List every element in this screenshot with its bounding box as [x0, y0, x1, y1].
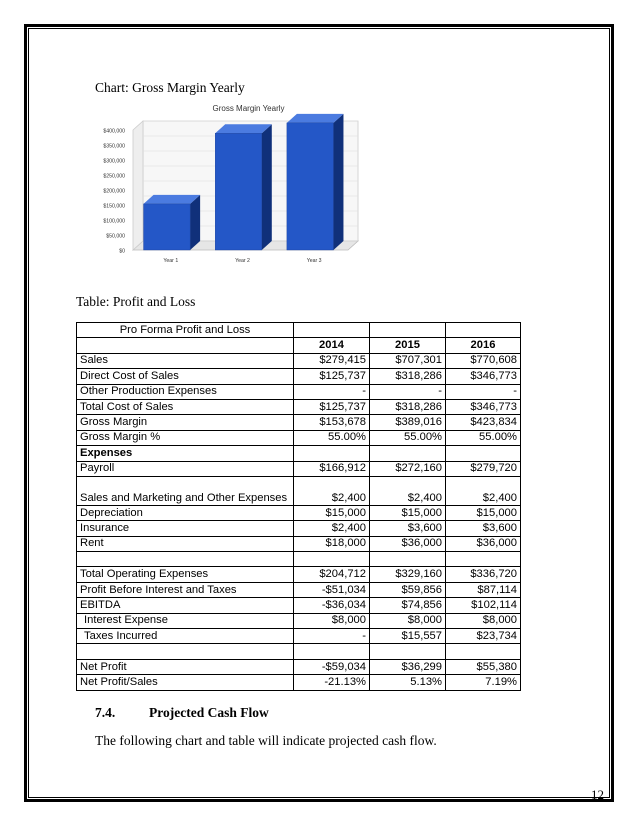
row-label: Insurance	[77, 521, 294, 536]
row-value: $279,720	[446, 461, 521, 476]
table-row	[77, 644, 521, 659]
row-value: $8,000	[370, 613, 446, 628]
table-row	[77, 659, 521, 674]
table-row	[77, 415, 521, 430]
profit-loss-table	[76, 322, 521, 691]
row-value: -$59,034	[294, 659, 370, 674]
row-label: Net Profit	[77, 659, 294, 674]
row-value: $15,557	[370, 629, 446, 644]
section-title: Projected Cash Flow	[149, 705, 269, 720]
row-value: $770,608	[446, 353, 521, 368]
row-value: $36,299	[370, 659, 446, 674]
row-value	[294, 644, 370, 659]
table-row	[77, 353, 521, 368]
y-tick-label: $100,000	[103, 218, 125, 225]
row-label: Gross Margin %	[77, 430, 294, 445]
row-label: Other Production Expenses	[77, 384, 294, 399]
row-value	[370, 644, 446, 659]
y-tick-label: $300,000	[103, 158, 125, 165]
row-value: $3,600	[446, 521, 521, 536]
row-value: $18,000	[294, 536, 370, 551]
row-value: 7.19%	[446, 675, 521, 690]
row-value: $36,000	[370, 536, 446, 551]
row-label	[77, 552, 294, 567]
row-label: Taxes Incurred	[77, 629, 294, 644]
year-header: 2015	[370, 338, 446, 353]
bar-side	[333, 114, 343, 250]
row-value: 55.00%	[446, 430, 521, 445]
row-value	[370, 446, 446, 461]
table-row	[77, 521, 521, 536]
table-row	[77, 552, 521, 567]
bar	[215, 133, 262, 250]
bar	[287, 123, 334, 250]
row-label: Expenses	[77, 446, 294, 461]
row-value: $8,000	[294, 613, 370, 628]
row-label: Interest Expense	[77, 613, 294, 628]
row-value: -$51,034	[294, 582, 370, 597]
row-label: Total Cost of Sales	[77, 399, 294, 414]
section-number: 7.4.	[95, 705, 116, 720]
row-label: Sales	[77, 353, 294, 368]
row-label: Profit Before Interest and Taxes	[77, 582, 294, 597]
x-tick-label: Year 3	[306, 258, 322, 264]
chart-side-wall	[133, 121, 143, 250]
row-value: -	[446, 384, 521, 399]
table-row	[77, 505, 521, 520]
row-value: -21.13%	[294, 675, 370, 690]
row-label	[77, 644, 294, 659]
table-row	[77, 598, 521, 613]
row-value: $23,734	[446, 629, 521, 644]
row-value	[446, 644, 521, 659]
row-value: $318,286	[370, 369, 446, 384]
row-value: -$36,034	[294, 598, 370, 613]
row-value: $36,000	[446, 536, 521, 551]
row-label: EBITDA	[77, 598, 294, 613]
bar	[144, 204, 191, 250]
row-value: $2,400	[446, 476, 521, 505]
table-row	[77, 461, 521, 476]
table-row	[77, 369, 521, 384]
section-heading	[95, 705, 269, 721]
year-header: 2014	[294, 338, 370, 353]
row-value: $102,114	[446, 598, 521, 613]
row-value: $15,000	[370, 505, 446, 520]
row-value: $59,856	[370, 582, 446, 597]
table-caption: Table: Profit and Loss	[76, 294, 196, 309]
row-label: Sales and Marketing and Other Expenses	[77, 476, 294, 505]
table-row	[77, 675, 521, 690]
year-header: 2016	[446, 338, 521, 353]
gross-margin-chart	[78, 100, 468, 285]
row-value: $3,600	[370, 521, 446, 536]
table-header-row	[77, 338, 521, 353]
section-body-text: The following chart and table will indicate projected cash flow.	[95, 733, 437, 748]
row-value: 55.00%	[370, 430, 446, 445]
x-tick-label: Year 1	[163, 258, 179, 264]
y-tick-label: $150,000	[103, 203, 125, 210]
row-label: Rent	[77, 536, 294, 551]
row-value	[370, 552, 446, 567]
row-value: $153,678	[294, 415, 370, 430]
row-value: -	[294, 384, 370, 399]
x-tick-label: Year 2	[235, 258, 250, 264]
row-value	[294, 552, 370, 567]
row-value: 55.00%	[294, 430, 370, 445]
row-label: Gross Margin	[77, 415, 294, 430]
table-row	[77, 399, 521, 414]
y-tick-label: $200,000	[103, 188, 125, 195]
table-row	[77, 476, 521, 505]
row-value: 5.13%	[370, 675, 446, 690]
table-row	[77, 384, 521, 399]
table-title: Pro Forma Profit and Loss	[77, 323, 294, 338]
chart-caption: Chart: Gross Margin Yearly	[95, 80, 245, 95]
row-value: $55,380	[446, 659, 521, 674]
bar-side	[262, 124, 272, 250]
row-value: -	[370, 384, 446, 399]
y-tick-label: $50,000	[106, 233, 125, 240]
page-number: 12	[591, 787, 604, 802]
row-label: Total Operating Expenses	[77, 567, 294, 582]
row-value: $318,286	[370, 399, 446, 414]
row-value: $166,912	[294, 461, 370, 476]
row-value: $279,415	[294, 353, 370, 368]
row-value: $336,720	[446, 567, 521, 582]
row-value: $272,160	[370, 461, 446, 476]
row-label: Depreciation	[77, 505, 294, 520]
table-row	[77, 536, 521, 551]
table-row	[77, 582, 521, 597]
row-value: $87,114	[446, 582, 521, 597]
row-value	[446, 446, 521, 461]
y-tick-label: $350,000	[103, 143, 125, 150]
row-value: $2,400	[370, 476, 446, 505]
row-value: $74,856	[370, 598, 446, 613]
row-value: $346,773	[446, 399, 521, 414]
row-value: $125,737	[294, 399, 370, 414]
row-label: Net Profit/Sales	[77, 675, 294, 690]
row-value: $204,712	[294, 567, 370, 582]
table-row	[77, 629, 521, 644]
y-tick-label: $400,000	[103, 128, 125, 135]
row-value: $2,400	[294, 476, 370, 505]
row-value: $423,834	[446, 415, 521, 430]
row-value: $329,160	[370, 567, 446, 582]
chart-canvas	[78, 100, 468, 285]
table-row	[77, 446, 521, 461]
row-value: $8,000	[446, 613, 521, 628]
row-value: $15,000	[446, 505, 521, 520]
table-row	[77, 567, 521, 582]
table-title-row	[77, 323, 521, 338]
row-value: $707,301	[370, 353, 446, 368]
y-tick-label: $250,000	[103, 173, 125, 180]
row-value: $15,000	[294, 505, 370, 520]
row-value: $125,737	[294, 369, 370, 384]
row-value: $389,016	[370, 415, 446, 430]
row-label: Direct Cost of Sales	[77, 369, 294, 384]
table-row	[77, 613, 521, 628]
row-value	[446, 552, 521, 567]
table-row	[77, 430, 521, 445]
row-value: $2,400	[294, 521, 370, 536]
row-value	[294, 446, 370, 461]
y-tick-label: $0	[119, 248, 125, 255]
chart-title: Gross Margin Yearly	[212, 104, 285, 113]
row-label: Payroll	[77, 461, 294, 476]
bar-side	[190, 195, 200, 250]
row-value: -	[294, 629, 370, 644]
row-value: $346,773	[446, 369, 521, 384]
